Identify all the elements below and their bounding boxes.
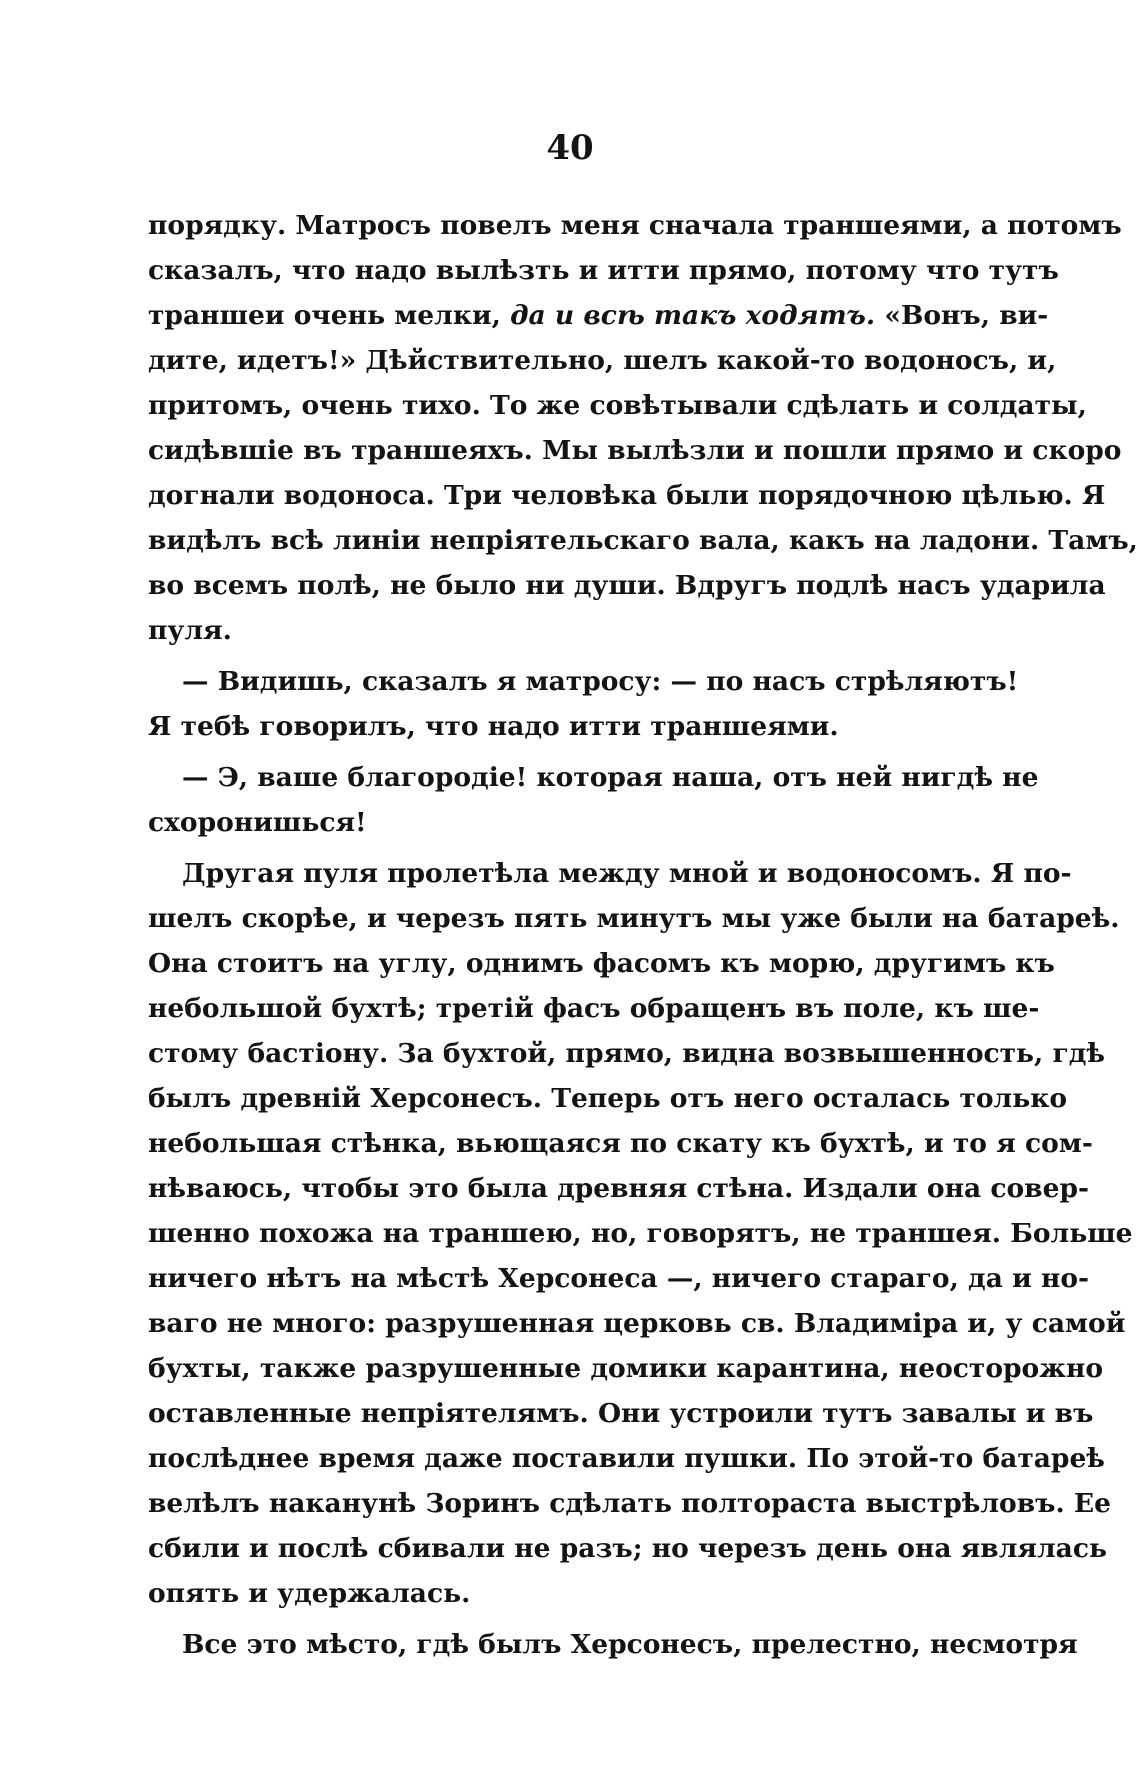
text-line: Она стоитъ на углу, однимъ фасомъ къ морю, другимъ къ: [148, 948, 1055, 979]
text-line: Все это мѣсто, гдѣ былъ Херсонесъ, прелестно, несмотря: [182, 1629, 1078, 1660]
text-line: шенно похожа на траншею, но, говорятъ, не траншея. Больше: [148, 1218, 1133, 1249]
text-line: догнали водоноса. Три человѣка были порядочною цѣлью. Я: [148, 480, 1106, 511]
italic-phrase: да и всѣ такъ ходятъ.: [510, 300, 876, 331]
page-number: 40: [546, 128, 594, 168]
text-line: — Э, ваше благородіе! которая наша, отъ ней нигдѣ не: [182, 762, 1039, 793]
text-line: былъ древній Херсонесъ. Теперь отъ него осталась только: [148, 1083, 1068, 1114]
text-line: Я тебѣ говорилъ, что надо итти траншеями.: [148, 711, 839, 742]
paragraph-3: [148, 755, 1039, 845]
text-line: стому бастіону. За бухтой, прямо, видна возвышенность, гдѣ: [148, 1038, 1106, 1069]
text-line: сидѣвшіе въ траншеяхъ. Мы вылѣзли и пошли прямо и скоро: [148, 435, 1122, 466]
text-line: велѣлъ наканунѣ Зоринъ сдѣлать полтораста выстрѣловъ. Ее: [148, 1488, 1111, 1519]
text-line: сбили и послѣ сбивали не разъ; но черезъ день она являлась: [148, 1533, 1107, 1564]
text-line-mixed: [148, 293, 1049, 338]
text-line: видѣлъ всѣ линіи непріятельскаго вала, какъ на ладони. Тамъ,: [148, 525, 1138, 556]
text-line: послѣднее время даже поставили пушки. По этой-то батареѣ: [148, 1443, 1105, 1474]
text-line-start: траншеи очень мелки,: [148, 300, 511, 331]
text-line: нѣваюсь, чтобы это была древняя стѣна. Издали она совер-: [148, 1173, 1089, 1204]
text-line: ваго не много: разрушенная церковь св. Владиміра и, у самой: [148, 1308, 1126, 1339]
text-line: схоронишься!: [148, 807, 367, 838]
text-line: порядку. Матросъ повелъ меня сначала траншеями, а потомъ: [148, 210, 1122, 241]
text-line: во всемъ полѣ, не было ни души. Вдругъ подлѣ насъ ударила: [148, 570, 1106, 601]
paragraph-4: [148, 851, 1133, 1616]
text-line: оставленные непріятелямъ. Они устроили тутъ завалы и въ: [148, 1398, 1094, 1429]
text-line: притомъ, очень тихо. То же совѣтывали сдѣлать и солдаты,: [148, 390, 1087, 421]
text-line: бухты, также разрушенные домики карантина, неосторожно: [148, 1353, 1104, 1384]
text-line: — Видишь, сказалъ я матросу: — по насъ стрѣляютъ!: [182, 666, 1019, 697]
paragraph-5: [148, 1622, 1078, 1667]
text-line: небольшой бухтѣ; третій фасъ обращенъ въ поле, къ ше-: [148, 993, 1040, 1024]
text-line: Другая пуля пролетѣла между мной и водоносомъ. Я по-: [182, 858, 1072, 889]
text-line: пуля.: [148, 615, 232, 646]
text-line: ничего нѣтъ на мѣстѣ Херсонеса —, ничего стараго, да и но-: [148, 1263, 1090, 1294]
paragraph-2: [148, 659, 1019, 749]
text-line-end: «Вонъ, ви-: [875, 300, 1049, 331]
paragraph-1: [148, 203, 1138, 653]
text-line: опять и удержалась.: [148, 1578, 471, 1609]
text-line: шелъ скорѣе, и черезъ пять минутъ мы уже были на батареѣ.: [148, 903, 1120, 934]
text-line: небольшая стѣнка, вьющаяся по скату къ бухтѣ, и то я сом-: [148, 1128, 1093, 1159]
text-line: сказалъ, что надо вылѣзть и итти прямо, потому что тутъ: [148, 255, 1059, 286]
page-text: [148, 203, 1138, 1667]
text-line: дите, идетъ!» Дѣйствительно, шелъ какой-то водоносъ, и,: [148, 345, 1057, 376]
